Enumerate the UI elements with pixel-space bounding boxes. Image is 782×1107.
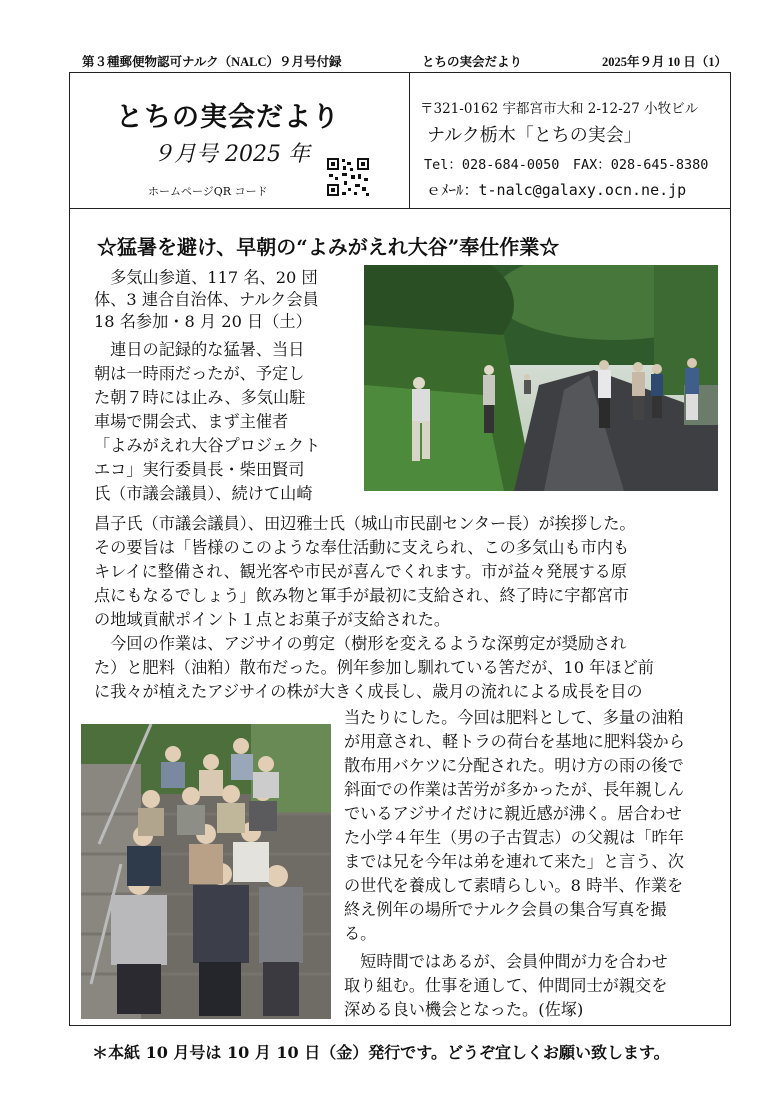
article-line: 車場で開会式、まず主催者 bbox=[94, 412, 289, 431]
article-line: に我々が植えたアジサイの株が大きく成長し、歳月の流れによる成長を目の bbox=[94, 682, 643, 701]
article-line: 体、3 連合自治体、ナルク会員 bbox=[94, 290, 319, 309]
article-line: 「よみがえれ大谷プロジェクト bbox=[94, 436, 321, 455]
issue-label: ９月号 2025 年 bbox=[152, 142, 310, 167]
tel-fax: Tel：028-684-0050 FAX：028-645-8380 bbox=[424, 157, 709, 173]
article-line: 取り組む。仕事を通して、仲間同士が親交を bbox=[344, 976, 668, 995]
article-line: 連日の記録的な猛暑、当日 bbox=[94, 340, 305, 359]
article-line: でいるアジサイだけに親近感が沸く。居合わせ bbox=[344, 804, 682, 823]
article-line: 氏（市議会議員）、続けて山崎 bbox=[94, 484, 313, 503]
article-line: エコ」実行委員長・柴田賢司 bbox=[94, 460, 305, 479]
article-line: 18 名参加・8 月 20 日（土） bbox=[94, 312, 312, 331]
article-line: 今回の作業は、アジサイの剪定（樹形を変えるような深剪定が奨励され bbox=[94, 634, 627, 653]
article-line: までは兄を今年は弟を連れて来た」と言う、次 bbox=[344, 852, 684, 871]
volunteers-on-road-photo bbox=[364, 265, 718, 491]
article-line: 昌子氏（市議会議員）、田辺雅士氏（城山市民副センター長）が挨拶した。 bbox=[94, 514, 636, 533]
organization-name: ナルク栃木「とちの実会」 bbox=[427, 125, 642, 146]
article-line: 多気山参道、117 名、20 団 bbox=[94, 268, 318, 287]
article-line: 散布用バケツに分配された。明け方の雨の後で bbox=[344, 756, 684, 775]
homepage-qr-label: ホームページQR コード bbox=[148, 185, 268, 198]
article-line: 斜面での作業は苦労が多かったが、長年親しん bbox=[344, 780, 684, 799]
article-headline: ☆猛暑を避け、早朝の“よみがえれ大谷”奉仕作業☆ bbox=[97, 235, 560, 259]
article-line: キレイに整備され、観光客や市民が喜んでくれます。市が益々発展する原 bbox=[94, 562, 627, 581]
top-bar-left: 第３種郵便物認可ナルク（NALC）９月号付録 bbox=[82, 55, 342, 69]
group-photo-on-stairs bbox=[81, 724, 331, 1019]
article-line: 短時間ではあるが、会員仲間が力を合わせ bbox=[344, 952, 668, 971]
next-issue-note: ＊本紙 10 月号は 10 月 10 日（金）発行です。どうぞ宜しくお願い致します。 bbox=[92, 1043, 670, 1062]
article-line: その要旨は「皆様のこのような奉仕活動に支えられ、この多気山も市内も bbox=[94, 538, 630, 557]
header-divider bbox=[409, 73, 410, 208]
qr-code-icon[interactable] bbox=[326, 157, 370, 197]
article-line: 終え例年の場所でナルク会員の集合写真を撮 bbox=[344, 900, 667, 919]
article-line: た小学４年生（男の子古賀志）の父親は「昨年 bbox=[344, 828, 684, 847]
address: 〒321-0162 宇都宮市大和 2-12-27 小牧ビル bbox=[420, 101, 699, 117]
article-line: た朝７時には止み、多気山駐 bbox=[94, 388, 306, 407]
top-bar-right: 2025年９月 10 日（1） bbox=[601, 55, 727, 69]
top-bar-center: とちの実会だより bbox=[422, 55, 523, 69]
article-line: る。 bbox=[344, 924, 377, 943]
article-line: が用意され、軽トラの荷台を基地に肥料袋から bbox=[344, 732, 685, 751]
article-line: た）と肥料（油粕）散布だった。例年参加し馴れている筈だが、10 年ほど前 bbox=[94, 658, 654, 677]
article-line: の世代を養成して素晴らしい。8 時半、作業を bbox=[344, 876, 684, 895]
newsletter-frame bbox=[69, 72, 731, 1026]
newsletter-title: とちの実会だより bbox=[116, 102, 340, 133]
article-line: 当たりにした。今回は肥料として、多量の油粕 bbox=[344, 708, 684, 727]
header-rule bbox=[70, 208, 730, 209]
email: ｅﾒｰﾙ：t-nalc@galaxy.ocn.ne.jp bbox=[426, 181, 687, 199]
article-line: 点にもなるでしょう」飲み物と軍手が最初に支給され、終了時に宇都宮市 bbox=[94, 586, 629, 605]
article-line: の地域貢献ポイント１点とお菓子が支給された。 bbox=[94, 610, 451, 629]
article-line: 深める良い機会となった。(佐塚) bbox=[344, 1000, 584, 1019]
article-line: 朝は一時雨だったが、予定し bbox=[94, 364, 305, 383]
